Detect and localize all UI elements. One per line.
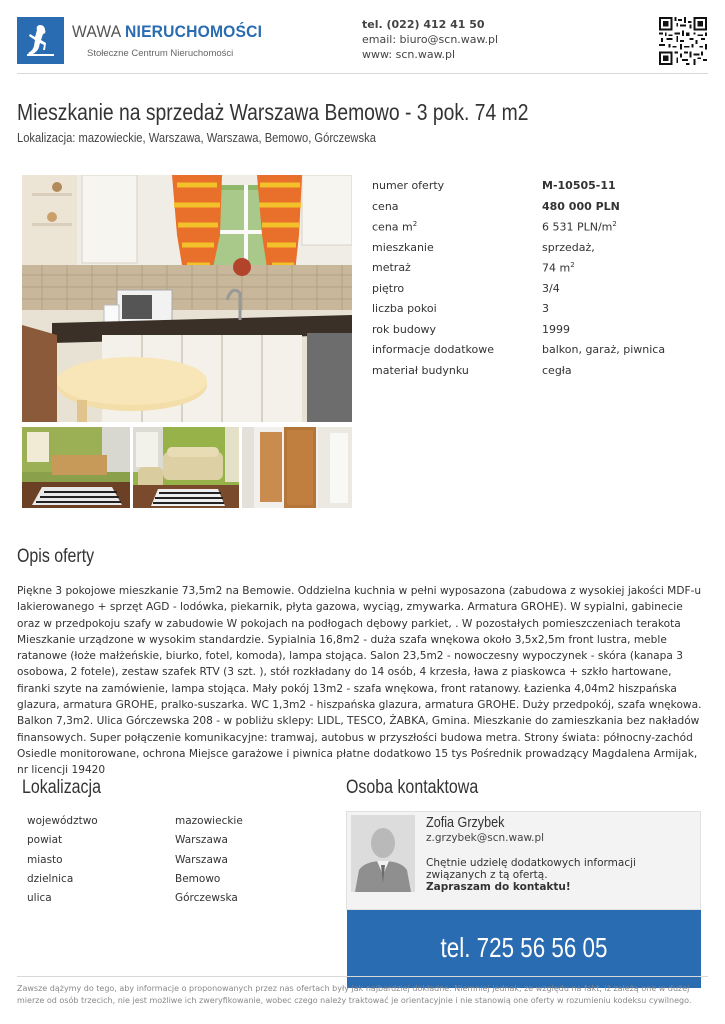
location-value: mazowieckie [175, 815, 243, 827]
header-phone[interactable]: tel. (022) 412 41 50 [362, 18, 485, 31]
detail-row-floor [372, 282, 707, 303]
detail-label: metraż [372, 261, 411, 274]
header-contact [362, 17, 498, 62]
detail-row-extras [372, 343, 707, 364]
listing-location: Lokalizacja: mazowieckie, Warszawa, Warszawa, Bemowo, Górczewska [17, 130, 376, 145]
detail-value: 74 $m^2$ [542, 261, 575, 275]
detail-row-rooms [372, 302, 707, 323]
header-website[interactable]: www: scn.waw.pl [362, 48, 456, 61]
thumbnail-bedroom[interactable] [22, 427, 130, 508]
location-row-city [27, 854, 327, 873]
detail-row-price-per-m2 [372, 220, 707, 241]
detail-value: 6 531 PLN/$m^2$ [542, 220, 617, 234]
detail-label: liczba pokoi [372, 302, 437, 315]
detail-row-area [372, 261, 707, 282]
detail-label: materiał budynku [372, 363, 469, 377]
location-row-street [27, 892, 327, 911]
location-heading: Lokalizacja [22, 777, 101, 798]
agent-email[interactable]: z.grzybek@scn.waw.pl [426, 832, 545, 844]
detail-label: cena $m^2$ [372, 220, 418, 234]
detail-value: 1999 [542, 322, 570, 336]
avatar [351, 815, 415, 892]
location-value: Warszawa [175, 834, 228, 847]
agent-phone[interactable]: tel. 725 56 56 05 [440, 932, 608, 963]
detail-value: 3/4 [542, 281, 560, 295]
location-row-county [27, 834, 327, 853]
listing-title: Mieszkanie na sprzedaż Warszawa Bemowo - 3 pok. 74 m2 [17, 99, 529, 125]
person-silhouette-icon [351, 815, 415, 892]
thumbnail-hallway[interactable] [242, 427, 352, 508]
footer-divider [17, 976, 708, 977]
location-row-district [27, 873, 327, 892]
detail-value: 3 [542, 302, 549, 315]
header-email[interactable]: email: biuro@scn.waw.pl [362, 33, 499, 46]
detail-label: mieszkanie [372, 240, 434, 254]
description-heading: Opis oferty [17, 546, 95, 567]
qr-code-icon [659, 17, 707, 65]
thumbnail-living-room[interactable] [133, 427, 239, 508]
contact-heading: Osoba kontaktowa [346, 777, 479, 798]
detail-row-property-type [372, 241, 707, 262]
details-table [372, 179, 707, 384]
detail-value: M-10505-11 [542, 179, 616, 192]
location-table [27, 815, 327, 911]
header-divider [17, 73, 708, 74]
detail-row-year-built [372, 323, 707, 344]
detail-label: piętro [372, 281, 405, 295]
detail-value: balkon, garaż, piwnica [542, 343, 666, 356]
detail-value: 480 000 PLN [542, 199, 620, 213]
description-text: Piękne 3 pokojowe mieszkanie 73,5m2 na Bemowie. Oddzielna kuchnia w pełni wyposazona (zabudowa z wysokiej jakości MDF-u lakierowanego + sprzęt AGD - lodówka, piekarnik, płyta gazowa, wyciąg, zmywarka. Armatura GROHE). W sypialni, gabinecie oraz w przedpokoju szafy w zabudowie W pokojach na podłogach dębowy parkiet, . W pozostałych pomieszczeniach terakota Mieszkanie urządzone w wysokim standardzie. Sypialnia 16,8m2 - duża szafa wnękowa około 3,5x2,5m front lustra, meble ratanowe (łoże małżeńskie, biurko, fotel, komoda), lampa stojąca. Salon 23,5m2 - nowoczesny wypoczynek - skóra (kanapa 3 osobowa, 2 fotele), zestaw szafek RTV (3 szt. ), stół rozkładany do 14 osób, 4 krzesła, ława z piaskowca + szkło hartowane, firanki szyte na zamówienie, lampa stojąca. Mały pokój 13m2 - szafa wnękowa, front ratanowy. Łazienka 4,04m2 hiszpańska glazura, armatura GROHE, pralko-suszarka. WC 1,3m2 - hiszpańska glazura, armatura GROHE. Duży przedpokój, szafa wnękowa. Balkon 7,3m2. Ulica Górczewska 208 - w pobliżu sklepy: LIDL, TESCO, ŻABKA, Gmina. Mieszkanie do zamieszkania bez nakładów finansowych. Super połączenie komunikacyjne: tramwaj, autobus w przyszłości budowa metra. Strony świata: północny-zachód Osiedle monitorowane, ochrona Miejsce garażowe i piwnica płatne dodatkowo 15 tys Pośrednik prowadzący Magdalena Armijak, nr licencji 19420 [17, 585, 702, 777]
detail-label: informacje dodatkowe [372, 343, 495, 356]
agent-name: Zofia Grzybek [426, 814, 505, 831]
detail-value: sprzedaż, [542, 240, 595, 254]
location-row-voivodeship [27, 815, 327, 834]
detail-value: cegła [542, 363, 572, 377]
agent-cta: Zapraszam do kontaktu! [426, 881, 571, 893]
brand-name: WAWA NIERUCHOMOŚCI [72, 22, 263, 41]
location-value: Górczewska [175, 892, 238, 905]
location-label: miasto [27, 853, 63, 866]
detail-row-price [372, 200, 707, 221]
location-label: powiat [27, 834, 63, 847]
detail-label: numer oferty [372, 179, 445, 192]
mermaid-logo-icon [17, 17, 64, 64]
detail-label: rok budowy [372, 322, 437, 336]
location-label: województwo [27, 815, 98, 827]
agent-note: Chętnie udzielę dodatkowych informacji związanych z tą ofertą. [426, 857, 636, 881]
detail-row-building-material [372, 364, 707, 385]
brand-subtitle: Stołeczne Centrum Nieruchomości [87, 48, 234, 59]
location-value: Bemowo [175, 872, 221, 885]
disclaimer-text: Zawsze dążymy do tego, aby informacje o proponowanych przez nas ofertach były jak najbardziej dokładne. Niemniej jednak, ze względu na fakt, iż zależą one w dużej mierze od osób trzecich, nie jest możliwe ich zweryfikowanie, wobec czego należy traktować je orientacyjnie i nie stanowią one oferty w rozumieniu kodeksu cywilnego. [17, 984, 692, 1005]
detail-row-offer-number [372, 179, 707, 200]
location-label: ulica [27, 892, 52, 905]
location-value: Warszawa [175, 853, 228, 866]
location-label: dzielnica [27, 872, 74, 885]
company-logo[interactable] [17, 17, 64, 64]
detail-label: cena [372, 199, 399, 213]
main-photo-kitchen[interactable] [22, 175, 352, 422]
